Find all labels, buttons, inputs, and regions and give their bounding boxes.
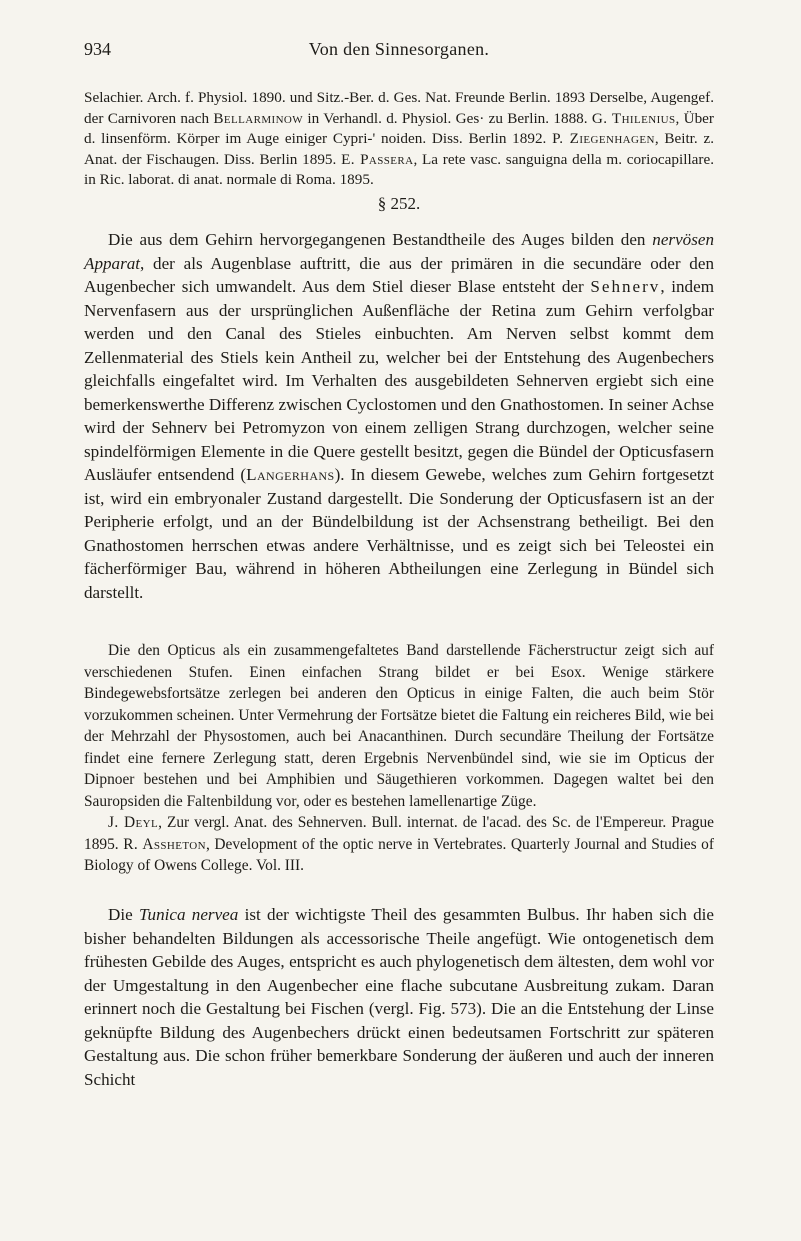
author-name: R. Assheton [123,835,206,853]
body-paragraph: Die aus dem Gehirn hervorgegangenen Bestandtheile des Auges bilden den nervösen Apparat, der als Augenblase auftritt, die aus der primären in die secundäre oder den Augenbecher sich umwandelt. Aus dem Stiel dieser Blase entsteht der Sehnerv, indem Nervenfasern aus der ursprünglichen Außenfläche der Retina zum Gehirn verfolgbar werden und den Canal des Stieles einbuchten. Am Nerven selbst kommt dem Zellenmaterial des Stiels kein Antheil zu, welcher bei der Entstehung des Augenbechers gleichfalls eingefaltet wird. Im Verhalten des ausgebildeten Sehnerven ergiebt sich eine bemerkenswerthe Differenz zwischen Cyclostomen und den Gnathostomen. In seiner Achse wird der Sehnerv bei Petromyzon von einem zelligen Strang durchzogen, welcher seine spindelförmigen Elemente in die Quere gestellt besitzt, gegen die Bündel der Opticusfasern Ausläufer entsendend (Langerhans). In diesem Gewebe, welches zum Gehirn fortgesetzt ist, wird ein embryonaler Zustand dargestellt. Die Sonderung der Opticusfasern ist an der Peripherie erfolgt, und an der Bündelbildung ist der Achsenstrang betheiligt. Bei den Gnathostomen herrschen etwas andere Verhältnisse, und es zeigt sich bei Teleostei ein fächerförmiger Bau, während in höheren Abtheilungen eine Zerlegung in Bündel sich darstellt. [84,230,714,602]
small-print-references: J. Deyl, Zur vergl. Anat. des Sehnerven. Bull. internat. de l'acad. des Sc. de l'Empereur. Prague 1895. R. Assheton, Development of the optic nerve in Vertebrates. Quarterly Journal and Studies of Biology of Owens College. Vol. III. [84,814,714,874]
page-number: 934 [84,39,111,59]
author-name: J. Deyl [108,814,159,831]
author-name: G. Thilenius [591,109,676,127]
emphasized-term: nervösen Apparat [84,230,714,273]
section-heading: § 252. [377,194,421,213]
body-paragraph: Die Tunica nervea ist der wichtigste Theil des gesammten Bulbus. Ihr haben sich die bisher behandelten Bildungen als accessorische Theile angefügt. Wie ontogenetisch dem frühesten Gebilde des Auges, entspricht es auch phylogenetisch dem ältesten, dem wohl vor der Umgestaltung in den Augenbecher eine flache subcutane Ausbreitung zukam. Daran erinnert noch die Gestaltung bei Fischen (vergl. Fig. 573). Die an die Entstehung der Linse geknüpfte Bildung des Augenbechers drückt einen bedeutsamen Fortschritt zur späteren Gestaltung aus. Die schon früher bemerkbare Sonderung der äußeren und auch der inneren Schicht [84,905,714,1089]
small-print-paragraph: Die den Opticus als ein zusammengefaltetes Band darstellende Fächerstructur zeigt sich auf verschiedenen Stufen. Einen einfachen Strang bildet er bei Esox. Wenige stärkere Bindegewebsfortsätze zerlegen bei anderen den Opticus in einige Falten, die auch beim Stör vorzukommen scheinen. Unter Vermehrung der Fortsätze bietet die Faltung ein reicheres Bild, wie bei der Mehrzahl der Physostomen, auch bei Anacanthinen. Durch secundäre Theilung der Fortsätze findet eine fernere Zerlegung statt, deren Ergebnis Nervenbündel sind, wie sie im Opticus der Dipnoer bestehen und bei Amphibien und Säugethieren vorkommen. Dagegen waltet bei den Sauropsiden die Faltenbildung vor, oder es bestehen lamellenartige Züge. [84,642,714,810]
running-title: Von den Sinnesorganen. [308,39,490,59]
body-text-section-1 [84,228,714,604]
spaced-term: Sehnerv [590,277,661,296]
body-text-section-2 [84,903,714,1091]
small-print-block [84,640,714,877]
page-header [84,36,714,62]
author-name: Langerhans [246,465,335,484]
author-name: E. Passera [341,150,414,168]
bibliography-block [84,88,714,191]
author-name: Bellarminow [213,109,304,127]
author-name: P. Ziegenhagen [552,130,655,148]
bibliography-paragraph: Selachier. Arch. f. Physiol. 1890. und Sitz.-Ber. d. Ges. Nat. Freunde Berlin. 1893 Derselbe, Augengef. der Carnivoren nach Bellarminow in Verhandl. d. Physiol. Ges· zu Berlin. 1888. G. Thilenius, Über d. linsenförm. Körper im Auge einiger Cypri-' noiden. Diss. Berlin 1892. P. Ziegenhagen, Beitr. z. Anat. der Fischaugen. Diss. Berlin 1895. E. Passera, La rete vasc. sanguigna della m. coriocapillare. in Ric. laborat. di anat. normale di Roma. 1895. [84,89,715,189]
emphasized-term: Tunica nervea [138,905,239,924]
